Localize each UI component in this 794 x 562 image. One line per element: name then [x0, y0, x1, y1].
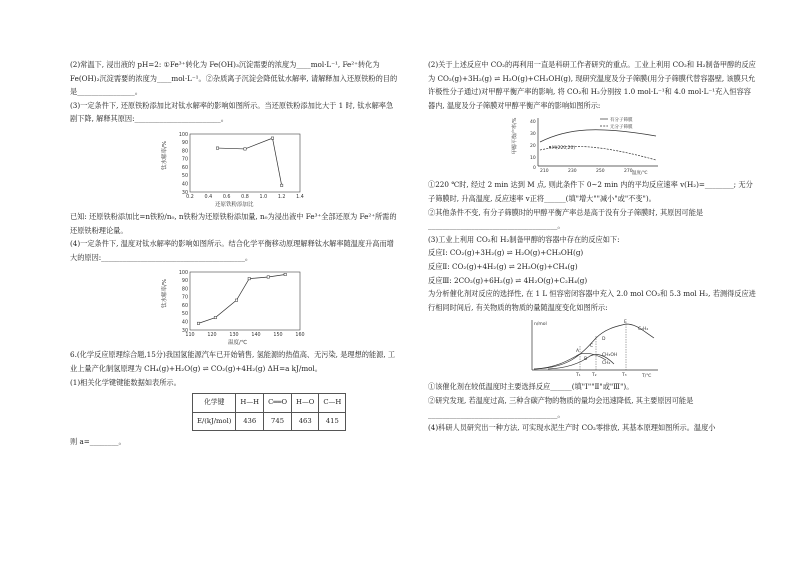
chart3-ylabel: 甲醇平衡产率/%: [512, 117, 518, 155]
question-4-text: (4)一定条件下, 温度对钛水解率的影响如图所示。结合化学平衡移动原理解释钛水解率随温度升高而增大的原因:________________________________________。: [70, 239, 394, 262]
right-question-2-text: (2)关于上述反应中 CO₂的再利用一直是科研工作者研究的重点。工业上利用 CO₂和 H₂制备甲醇的反应为 CO₂(g)+3H₂(g) ⇌ H₂O(g)+CH₃OH(g), 现研究温度及分子筛膜(用分子筛膜代替容器壁, 该膜只允许极性分子通过)对甲醇平衡产率的影响, 将 CO₂和 H₂分别按 1.0 mol·L⁻¹和 4.0 mol·L⁻¹充入恒容容器内, 温度及分子筛膜对甲醇平衡产率的影响如图所示:: [428, 60, 756, 110]
data-point: [271, 137, 273, 139]
table-cell: 745: [264, 412, 292, 431]
y-tick: 70: [181, 296, 188, 302]
chart1-ylabel: 钛水解率/%: [162, 140, 168, 170]
x-marker: T₂: [592, 373, 597, 379]
bond-energy-table: [192, 393, 346, 431]
question-6-1-text: (1)相关化学键键能数据如表所示。: [70, 377, 181, 387]
y-tick: 80: [181, 149, 188, 155]
y-tick: 90: [181, 279, 188, 285]
point-label: E: [624, 320, 627, 326]
series-label: CH₃OH: [602, 353, 618, 359]
x-tick: 230: [568, 169, 577, 175]
plot-frame: [190, 272, 300, 330]
question-6-answer: 则 a=________。: [70, 437, 126, 447]
table-cell: E/(kJ/mol): [193, 412, 236, 431]
x-tick: 1.0: [259, 194, 268, 200]
y-tick: 50: [181, 174, 188, 180]
x-tick: 140: [251, 333, 261, 339]
table-cell: H—O: [292, 394, 319, 413]
data-point: [244, 148, 246, 150]
question-3-note: 已知: 还原铁粉添加比=n铁粉/n₀, n铁粉为还原铁粉添加量, n₀为浸出液中 Fe³⁺全部还原为 Fe²⁺所需的还原铁粉理论量。: [70, 211, 397, 235]
y-tick: 40: [530, 120, 536, 126]
legend-entry: 有分子筛膜: [610, 118, 633, 124]
series-line: [198, 275, 285, 324]
chart-product-moles: [518, 316, 668, 378]
data-point: [284, 274, 286, 276]
x-tick: 210: [540, 169, 549, 175]
table-cell: 化学键: [193, 394, 236, 413]
left-column: [70, 58, 400, 449]
y-tick: 40: [181, 182, 188, 188]
table-cell: C══O: [264, 394, 292, 413]
y-tick: 50: [181, 312, 188, 318]
point-label: B: [584, 357, 588, 363]
x-marker: T₁: [576, 373, 581, 379]
chart1-xlabel: 还原铁粉添加比: [215, 201, 254, 208]
data-point: [216, 147, 218, 149]
chart2-ylabel: 钛水解率/%: [162, 279, 168, 309]
data-point: [235, 299, 237, 301]
right-column: [428, 58, 758, 435]
right-question-2-2: ②其他条件不变, 有分子筛膜时的甲醇平衡产率总是高于没有分子筛膜时, 其原因可能是____________________________________。: [428, 207, 704, 231]
x-tick: 120: [207, 333, 217, 339]
y-tick: 30: [181, 190, 188, 196]
legend-entry: 无分子筛膜: [610, 125, 633, 131]
x-tick: 0.8: [241, 194, 249, 200]
plot-frame: [190, 134, 300, 192]
table-cell: H—H: [236, 394, 264, 413]
reaction-3: 反应Ⅲ: 2CO₂(g)+6H₂(g) ⇌ 4H₂O(g)+C₂H₄(g): [428, 275, 588, 285]
chart3-xlabel: 温度/℃: [632, 171, 648, 177]
y-tick: 30: [181, 329, 188, 335]
y-tick: 90: [181, 141, 188, 147]
x-tick: 160: [295, 333, 305, 339]
chart2-xlabel: 温度/℃: [228, 340, 248, 347]
chart4-xlabel: T/℃: [642, 374, 652, 379]
right-question-4: (4)科研人员研究出一种方法, 可实现水泥生产时 CO₂零排放, 其基本原理如图所示。温度小: [428, 423, 716, 433]
chart-methanol-yield: [508, 114, 678, 176]
x-tick: 1.4: [296, 194, 304, 200]
reaction-1: 反应Ⅰ: CO₂(g)+3H₂(g) ⇌ H₂O(g)+CH₃OH(g): [428, 248, 584, 258]
data-point: [248, 278, 250, 280]
series-with-membrane: [540, 130, 656, 142]
question-3-text: (3)一定条件下, 还原铁粉添加比对钛水解率的影响如图所示。当还原铁粉添加比大于 1 时, 钛水解率急剧下降, 解释其原因:________________________。: [70, 100, 394, 124]
data-point: [267, 276, 269, 278]
x-marker: T₃: [622, 373, 627, 379]
chart-temperature: [160, 266, 310, 346]
right-question-2-1: ①220 ℃时, 经过 2 min 达到 M 点, 则此条件下 0~2 min 内的平均反应速率 v(H₂)=________; 无分子筛膜时, 升高温度, 反应速率 v正将______(填"增大""减小"或"不变")。: [428, 180, 753, 203]
data-point: [280, 184, 282, 186]
y-tick: 60: [181, 304, 188, 310]
x-tick: 270: [624, 169, 633, 175]
point-label: A: [576, 349, 580, 355]
series-label: CH₄: [602, 361, 611, 367]
y-tick: 0: [533, 166, 536, 172]
right-question-3-1: ①该催化剂在较低温度时主要选择反应______(填"Ⅰ""Ⅱ"或"Ⅲ")。: [428, 382, 634, 392]
y-tick: 80: [181, 287, 188, 293]
point-label: D: [602, 337, 606, 343]
x-tick: 0.6: [222, 194, 231, 200]
y-tick: 60: [181, 165, 188, 171]
chart4-ylabel: n/mol: [534, 322, 547, 328]
x-tick: 110: [185, 333, 195, 339]
series-c2h4: [534, 324, 654, 369]
point-m-label: M(220,20): [552, 146, 576, 152]
right-question-3-text: 为分析催化剂对反应的选择性, 在 1 L 恒容密闭容器中充入 2.0 mol CO₂和 5.3 mol H₂, 若测得反应进行相同时间后, 有关物质的物质的量随温度变化如图所示:: [428, 289, 756, 312]
table-cell: 436: [236, 412, 264, 431]
chart-iron-powder-ratio: [160, 128, 310, 208]
y-tick: 70: [181, 157, 188, 163]
table-cell: C—H: [319, 394, 346, 413]
right-question-3: (3)工业上利用 CO₂和 H₂制备甲醇的容器中存在的反应如下:: [428, 234, 620, 244]
y-tick: 30: [530, 132, 536, 138]
y-tick: 100: [178, 132, 188, 138]
right-question-3-2: ②研究发现, 若温度过高, 三种含碳产物的物质的量均会迅速降低, 其主要原因可能是____________________________________。: [428, 395, 694, 419]
series-label: C₂H₄: [638, 327, 649, 333]
x-tick: 250: [596, 169, 605, 175]
y-tick: 20: [530, 144, 536, 150]
x-tick: 0.4: [204, 194, 213, 200]
table-row: [193, 394, 346, 413]
x-tick: 0.2: [186, 194, 194, 200]
data-point: [197, 323, 199, 325]
table-cell: 463: [292, 412, 319, 431]
table-row: [193, 412, 346, 431]
question-6-text: 6.(化学反应原理综合题,15分)我国氢能源汽车已开始销售, 氢能源的热值高、无污染, 是理想的能源, 工业上量产化制氢原理为 CH₄(g)+H₂O(g) ⇌ CO₂(g)+4H₂(g) ΔH=a kJ/mol。: [70, 350, 396, 373]
x-tick: 150: [273, 333, 283, 339]
x-tick: 130: [229, 333, 239, 339]
table-cell: 415: [319, 412, 346, 431]
data-point: [214, 317, 216, 319]
series-line: [218, 138, 282, 185]
point-label: C: [590, 344, 594, 350]
y-tick: 100: [178, 271, 188, 277]
reaction-2: 反应Ⅱ: CO₂(g)+4H₂(g) ⇌ 2H₂O(g)+CH₄(g): [428, 261, 578, 271]
y-tick: 10: [530, 156, 536, 162]
question-2-text: (2)常温下, 浸出液的 pH=2: ①Fe³⁺转化为 Fe(OH)₃沉淀需要的浓度为____mol·L⁻¹, Fe²⁺转化为 Fe(OH)₂沉淀需要的浓度为____mol·L⁻¹。②杂质离子沉淀会降低钛水解率, 请解释加入还原铁粉的目的是________________。: [70, 60, 398, 97]
point-m: [549, 146, 551, 148]
x-tick: 1.2: [277, 194, 286, 200]
y-tick: 40: [181, 320, 188, 326]
